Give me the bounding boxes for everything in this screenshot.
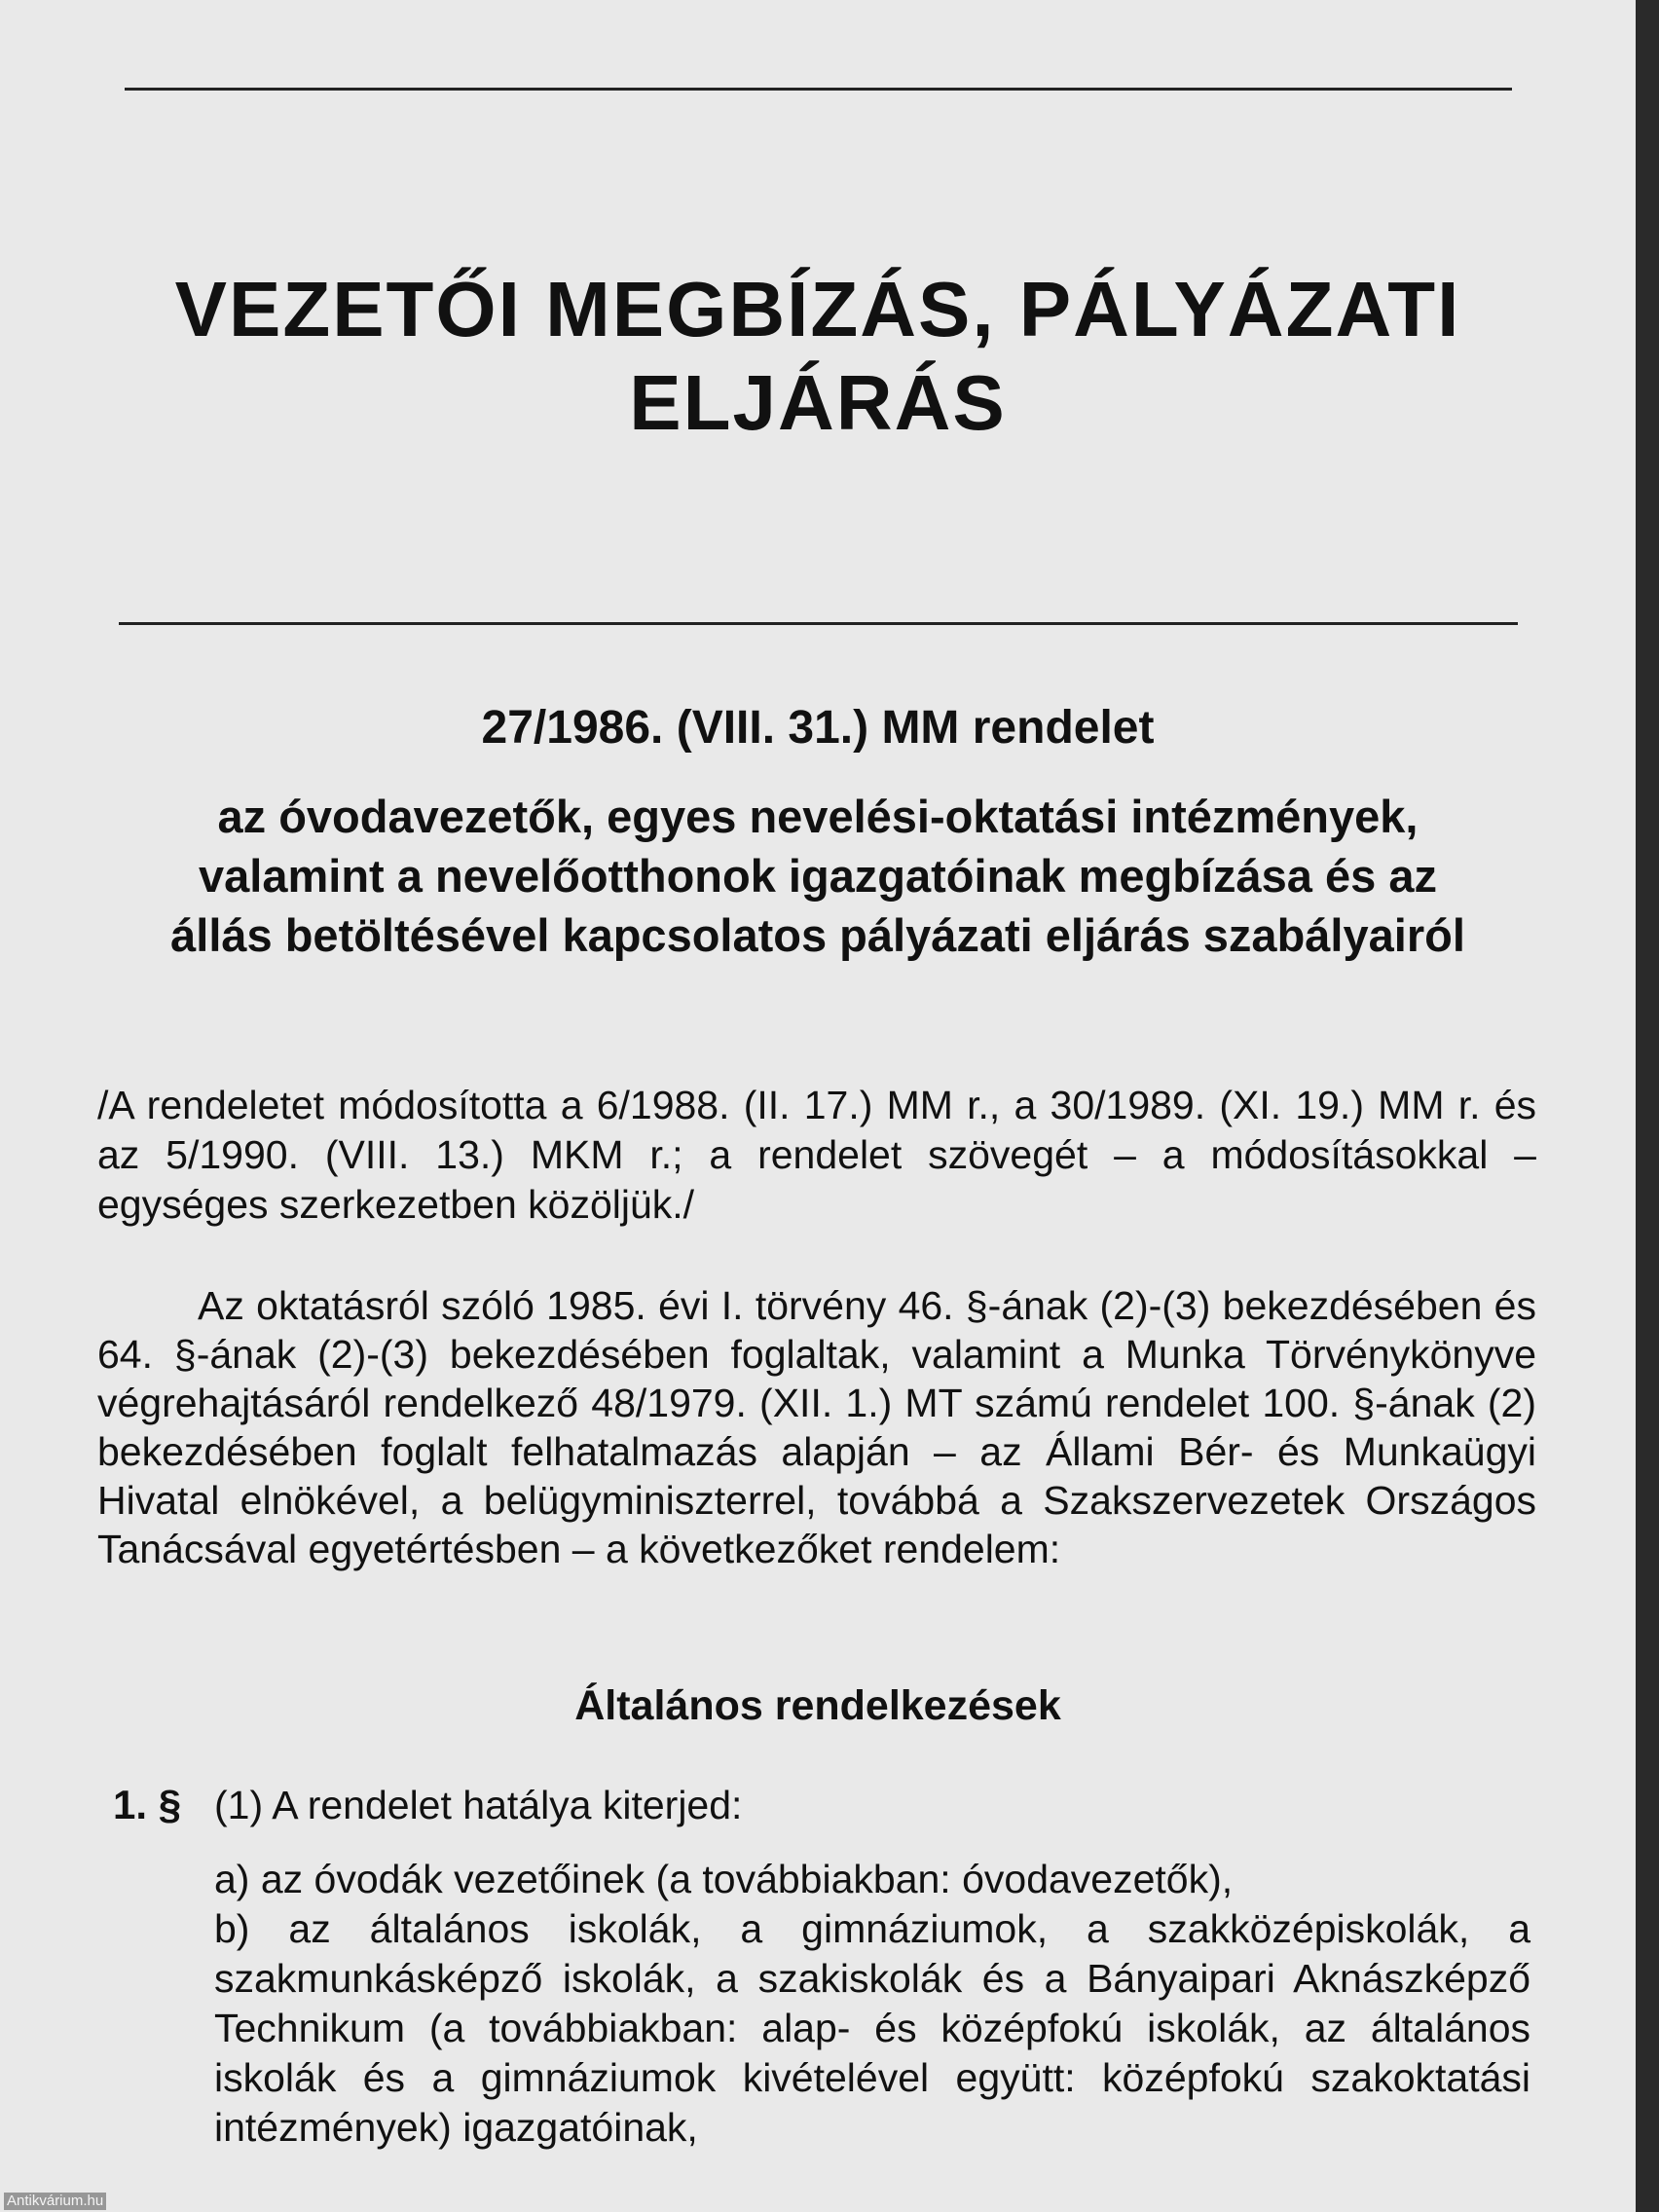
title-divider	[119, 622, 1518, 625]
list-item: a) az óvodák vezetőinek (a továbbiakban: óvodavezetők),	[214, 1857, 1234, 1901]
top-rule	[125, 88, 1512, 91]
list-item: b) az általános iskolák, a gimnáziumok, a szakközépiskolák, a szakmunkásképző iskolák, a szakiskolák és a Bányaipari Aknászképző Technikum (a továbbiakban: alap- és középfokú iskolák, az általános iskolák és a gimnáziumok kivételével együtt: középfokú szakoktatási intézmények) igazgatóinak,	[214, 1906, 1530, 2150]
amendment-note: /A rendeletet módosította a 6/1988. (II. 17.) MM r., a 30/1989. (XI. 19.) MM r. és az 5/1990. (VIII. 13.) MKM r.; a rendelet szövegét – a módosításokkal – egységes szerkezetben közöljük./	[97, 1083, 1536, 1227]
preamble: Az oktatásról szóló 1985. évi I. törvény 46. §-ának (2)-(3) bekezdésében és 64. §-ának (2)-(3) bekezdésében foglaltak, valamint a Munka Törvénykönyve végrehajtásáról rendelkező 48/1979. (XII. 1.) MT számú rendelet 100. §-ának (2) bekezdésében foglalt felhatalmazás alapján – az Állami Bér- és Munkaügyi Hivatal elnökével, a belügyminiszterrel, továbbá a Szakszervezetek Országos Tanácsával egyetértésben – a következőket rendelem:	[97, 1283, 1536, 1571]
page-title: VEZETŐI MEGBÍZÁS, PÁLYÁZATI ELJÁRÁS	[174, 266, 1461, 446]
decree-number: 27/1986. (VIII. 31.) MM rendelet	[481, 702, 1155, 754]
paragraph-number: 1. §	[113, 1782, 182, 1827]
provision-list	[214, 1855, 1530, 2153]
section-heading: Általános rendelkezések	[574, 1682, 1061, 1729]
watermark: Antikvárium.hu	[4, 2193, 106, 2210]
page-edge-shadow	[1636, 0, 1659, 2212]
paragraph-intro: (1) A rendelet hatálya kiterjed:	[214, 1783, 743, 1827]
decree-subject: az óvodavezetők, egyes nevelési-oktatási intézmények, valamint a nevelőotthonok igazgatóinak megbízása és az állás betöltésével kapcsolatos pályázati eljárás szabályairól	[170, 791, 1465, 961]
